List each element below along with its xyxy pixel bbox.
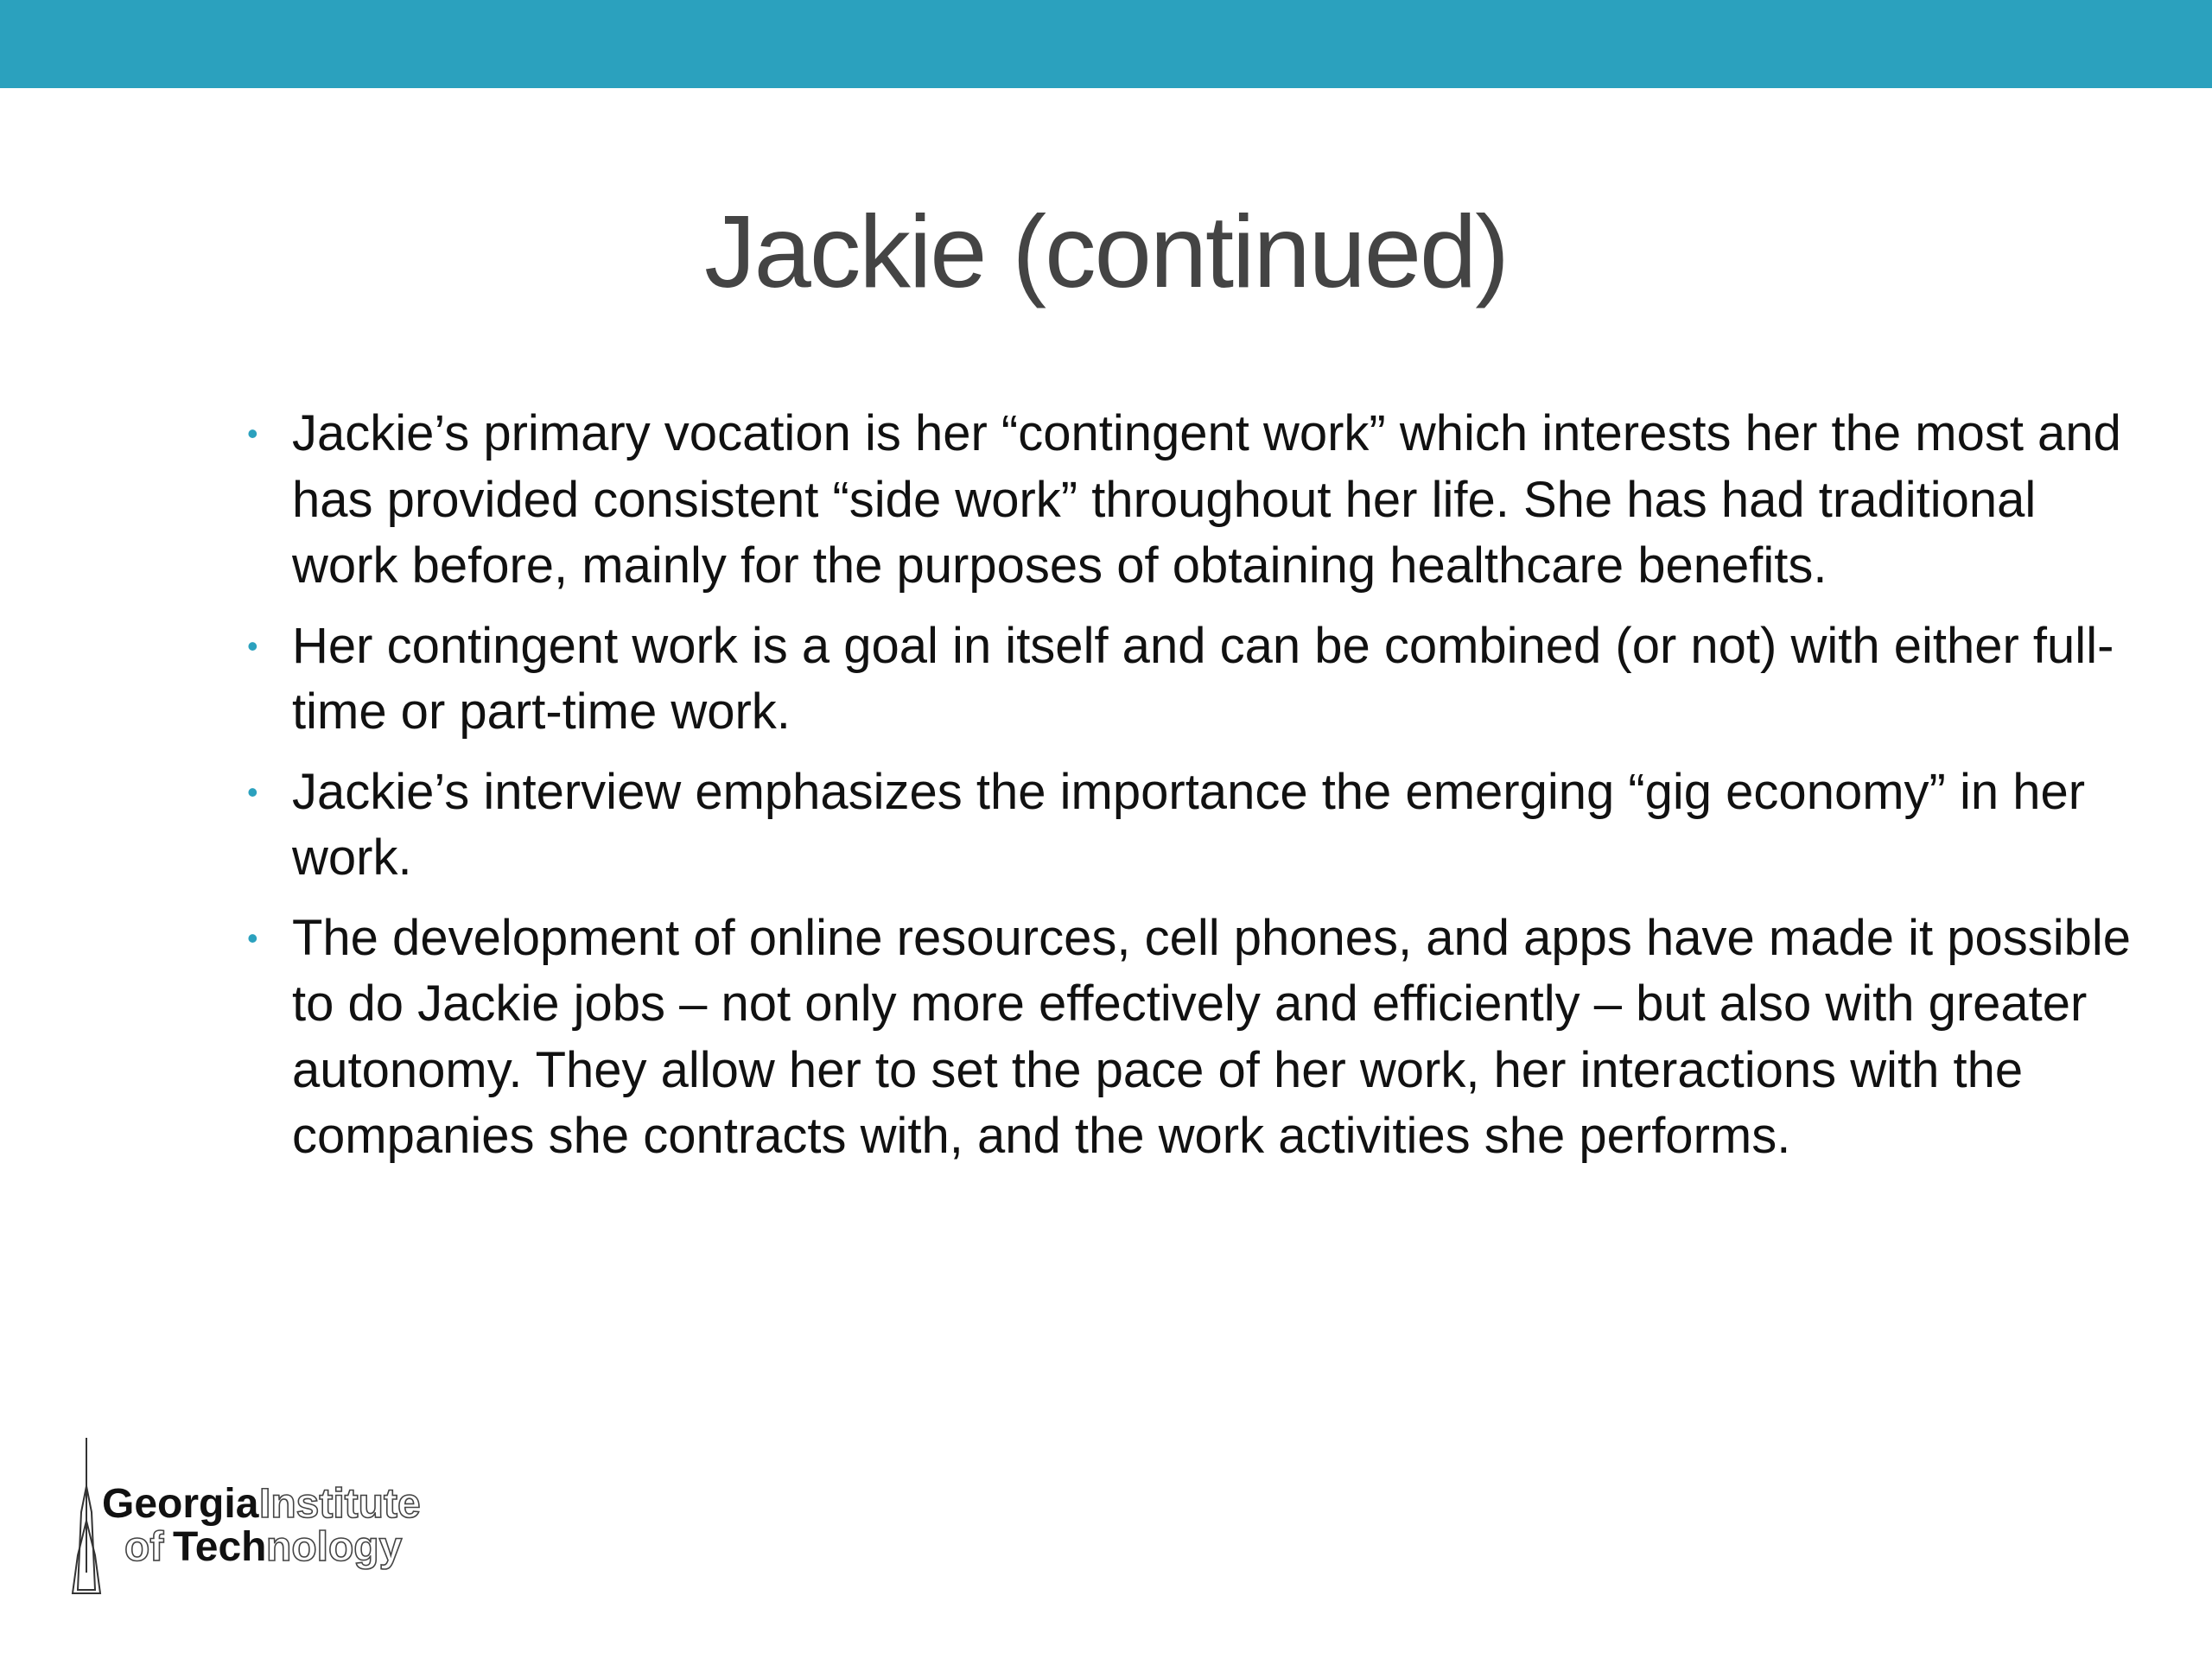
bullet-dot-icon: •: [247, 627, 258, 664]
bullet-list: [247, 401, 2131, 1184]
bullet-text: Her contingent work is a goal in itself and can be combined (or not) with either full-time or part-time work.: [292, 617, 2114, 740]
bullet-text: The development of online resources, cell phones, and apps have made it possible to do Jackie jobs – not only more effectively and efficiently – but also with greater autonomy. They allow her to set the pace of her work, her interactions with the companies she contracts with, and the work activities she performs.: [292, 909, 2131, 1164]
bullet-dot-icon: •: [247, 773, 258, 810]
logo-tech: Tech: [173, 1524, 267, 1570]
logo-nology: nology: [266, 1524, 403, 1570]
bullet-item: [247, 760, 2131, 892]
bullet-text: Jackie’s interview emphasizes the importance the emerging “gig economy” in her work.: [292, 763, 2086, 886]
logo-institute: Institute: [259, 1481, 421, 1527]
bullet-item: [247, 401, 2131, 600]
georgia-tech-logo: [71, 1434, 555, 1599]
bullet-item: [247, 613, 2131, 746]
bullet-item: [247, 906, 2131, 1170]
tech-tower-icon: [73, 1438, 100, 1593]
bullet-dot-icon: •: [247, 416, 258, 451]
logo-of: of: [124, 1524, 164, 1570]
top-accent-band: [0, 0, 2212, 88]
bullet-text: Jackie’s primary vocation is her “contingent work” which interests her the most and has provided consistent “side work” throughout her life. She has had traditional work before, mainly for the purposes of obtaining healthcare benefits.: [292, 405, 2121, 594]
logo-georgia: Georgia: [102, 1481, 259, 1527]
slide-title: Jackie (continued): [704, 194, 1508, 309]
bullet-dot-icon: •: [247, 919, 258, 956]
